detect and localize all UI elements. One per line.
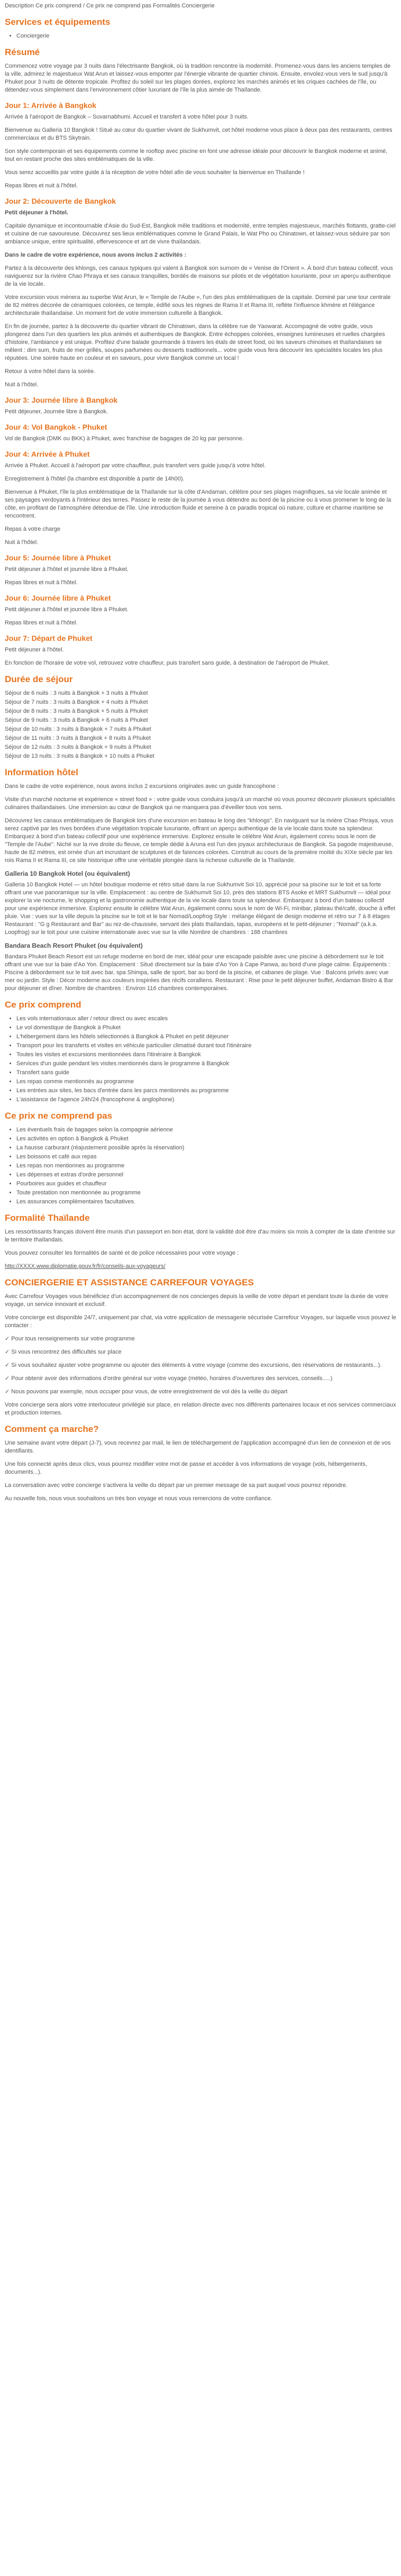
- day-paragraph: Petit déjeuner à l'hôtel.: [5, 210, 68, 216]
- day-paragraph: Repas libres et nuit à l'hôtel.: [5, 620, 78, 626]
- comment-paragraph: Une fois connecté après deux clics, vous pourrez modifier votre mot de passe et accéder à vos informations de voyage (vols, hébergements, documents...).: [5, 1461, 367, 1475]
- resume-title: Résumé: [5, 47, 40, 57]
- prix-comprend-item: • L'assistance de l'agence 24h/24 (francophone & anglophone): [16, 1096, 396, 1104]
- day-paragraph: Arrivée à Phuket. Accueil à l'aéroport par votre chauffeur, puis transfert vers guide jusqu'à votre hôtel.: [5, 462, 266, 469]
- prix-ne-comprend-list: [5, 1126, 396, 1206]
- conciergerie-paragraph: Avec Carrefour Voyages vous bénéficiez d'un accompagnement de nos concierges depuis la veille de votre départ et pendant toute la durée de votre voyage, un service innovant et exclusif.: [5, 1293, 388, 1308]
- day-paragraph: Votre excursion vous mènera au superbe Wat Arun, le « Temple de l'Aube », l'un des plus emblématiques de la capitale. Dominé par une tour centrale de 82 mètres décorée de céramiques colorées, ce temple, édifié sous les règnes de Rama II et Rama III, reflète l'influence khmère et l'élégance architecturale thaïlandaise. Un moment fort de votre immersion culturelle à Bangkok.: [5, 294, 391, 316]
- day-paragraph: Nuit à l'hôtel.: [5, 382, 39, 388]
- prix-comprend-list: [5, 1015, 396, 1104]
- hotel-name: Galleria 10 Bangkok Hotel (ou équivalent): [5, 870, 130, 877]
- day-title: Jour 4: Arrivée à Phuket: [5, 450, 90, 458]
- day-paragraph: Son style contemporain et ses équipements comme le rooftop avec piscine en font une adresse idéale pour découvrir le Bangkok moderne et animé, tout en restant proche des sites emblématiques de la ville.: [5, 148, 388, 162]
- day-paragraph: Repas à votre charge: [5, 526, 61, 532]
- hotel-name: Bandara Beach Resort Phuket (ou équivalent): [5, 942, 143, 949]
- information-paragraph: Dans le cadre de votre expérience, nous avons inclus 2 excursions originales avec un guide francophone :: [5, 783, 279, 790]
- comment-paragraph: Au nouvelle fois, nous vous souhaitons un très bon voyage et nous vous remercions de votre confiance.: [5, 1495, 272, 1502]
- conciergerie-title: CONCIERGERIE ET ASSISTANCE CARREFOUR VOYAGES: [5, 1277, 254, 1287]
- formalite-paragraph: Vous pouvez consulter les formalités de santé et de police nécessaires pour votre voyage :: [5, 1250, 239, 1256]
- day-paragraph: Capitale dynamique et incontournable d'Asie du Sud-Est, Bangkok mêle traditions et modernité, entre temples majestueux, marchés flottants, gratte-ciel et cuisine de rue savoureuse. Découvrez ses lieux emblématiques comme le Grand Palais, le Wat Pho ou Chinatown, et laissez-vous séduire par son ambiance unique, entre spiritualité, effervescence et art de vivre thaïlandais.: [5, 223, 396, 245]
- information-paragraph: Visite d'un marché nocturne et expérience « street food » : votre guide vous conduira jusqu'à un marché où vous pourrez découvrir plusieurs spécialités culinaires thaïlandaises. Une immersion au cœur de Bangkok qui ne manquera pas d'éveiller tous vos sens.: [5, 796, 395, 811]
- formalite-paragraph: Les ressortissants français doivent être munis d'un passeport en bon état, dont la validité doit être d'au moins six mois à compter de la date d'entrée sur le territoire thaïlandais.: [5, 1229, 396, 1243]
- duree-item: Séjour de 8 nuits : 3 nuits à Bangkok + 5 nuits à Phuket: [5, 708, 148, 714]
- comment-title: Comment ça marche?: [5, 1424, 99, 1434]
- conciergerie-paragraph: ✓ Pour tous renseignements sur votre programme: [5, 1336, 135, 1342]
- day-title: Jour 5: Journée libre à Phuket: [5, 554, 111, 562]
- prix-ne-comprend-item: • Les assurances complémentaires facultatives.: [16, 1198, 396, 1206]
- duree-item: Séjour de 13 nuits : 3 nuits à Bangkok + 10 nuits à Phuket: [5, 753, 154, 759]
- prix-comprend-item: • Services d'un guide pendant les visites mentionnés dans le programme à Bangkok: [16, 1060, 396, 1068]
- prix-ne-comprend-item: • Les dépenses et extras d'ordre personnel: [16, 1171, 396, 1179]
- day-paragraph: Petit déjeuner à l'hôtel et journée libre à Phuket.: [5, 566, 129, 573]
- prix-comprend-item: • L'hébergement dans les hôtels sélectionnés à Bangkok & Phuket en petit déjeuner: [16, 1033, 396, 1041]
- services-item: • Conciergerie: [16, 32, 396, 40]
- day-paragraph: Repas libres et nuit à l'hôtel.: [5, 579, 78, 586]
- day-title: Jour 6: Journée libre à Phuket: [5, 594, 111, 602]
- prix-ne-comprend-item: • La hausse carburant (réajustement possible après la réservation): [16, 1144, 396, 1152]
- formalite-title: Formalité Thaïlande: [5, 1213, 90, 1223]
- hotel-description: Galleria 10 Bangkok Hotel — un hôtel boutique moderne et rétro situé dans la rue Sukhumvit Soi 10, apprécié pour sa piscine sur le toit et sa forte offrant une vue panoramique sur la ville. Emplacement : au centre de Sukhumvit Soi 10, près des stations BTS Asoke et MRT Sukhumvit — idéal pour explorer la vie nocturne, le shopping et la gastronomie authentique de la vie locale dans toute sa splendeur. Embarquez à bord d'un bateau collectif pour une expérience immersive. Explorez ensuite le célèbre Wat Arun, également connu sous le nom de Wi-Fi, minibar, plateau thé/café, douche à effet pluie. Vue : vues sur la ville depuis la piscine sur le toit et le bar Nomad/Loopfrog Style : mélange élégant de design moderne et rétro sur 7 à 8 étages Restaurant : "G g Restaurant and Bar" au rez-de-chaussée, servant des plats thaïlandais, tapas, européens et le petit-déjeuner ; "Nomad" (a.k.a. Loopfrog) sur le toit pour une cuisine internationale avec vue sur la ville Nombre de chambres : 188 chambres: [5, 882, 396, 936]
- day-paragraph: Bienvenue au Galleria 10 Bangkok ! Situé au cœur du quartier vivant de Sukhumvit, cet hôtel moderne vous place à deux pas des restaurants, centres commerciaux et du BTS Skytrain.: [5, 127, 393, 141]
- day-paragraph: Petit déjeuner à l'hôtel et journée libre à Phuket.: [5, 606, 129, 613]
- day-paragraph: Petit déjeuner, Journée libre à Bangkok.: [5, 409, 108, 415]
- day-title: Jour 1: Arrivée à Bangkok: [5, 101, 96, 110]
- day-paragraph: Petit déjeuner à l'hôtel.: [5, 647, 64, 653]
- day-paragraph: Vol de Bangkok (DMK ou BKK) à Phuket, avec franchise de bagages de 20 kg par personne.: [5, 436, 244, 442]
- hotel-description: Bandara Phuket Beach Resort est un refuge moderne en bord de mer, idéal pour une escapade paisible avec une piscine à débordement sur le toit offrant une vue sur la baie d'Ao Yon. Emplacement : Situé directement sur la baie d'Ao Yon à Cape Panwa, au bord d'une plage calme. Équipements : Piscine à débordement sur le toit avec bar, spa Shimpa, salle de sport, bar au bord de la piscine, et cabanes de plage. Vue : Balcons privés avec vue mer ou jardin. Style : Décor moderne aux couleurs inspirées des récifs coralliens. Restaurant : Rise pour le petit déjeuner buffet, Andaman Bistro & Bar pour déjeuner et dîner. Nombre de chambres : Environ 116 chambres contemporaines.: [5, 954, 394, 992]
- prix-ne-comprend-item: • Les éventuels frais de bagages selon la compagnie aérienne: [16, 1126, 396, 1134]
- prix-ne-comprend-title: Ce prix ne comprend pas: [5, 1111, 113, 1121]
- day-title: Jour 2: Découverte de Bangkok: [5, 197, 116, 205]
- day-paragraph: En fonction de l'horaire de votre vol, retrouvez votre chauffeur, puis transfert sans guide, à destination de l'aéroport de Phuket.: [5, 660, 330, 666]
- duree-item: Séjour de 9 nuits : 3 nuits à Bangkok + 6 nuits à Phuket: [5, 717, 148, 723]
- prix-comprend-item: • Les repas comme mentionnés au programme: [16, 1078, 396, 1086]
- conciergerie-paragraph: Votre concierge est disponible 24/7, uniquement par chat, via votre application de messagerie sécurisée Carrefour Voyages, sur laquelle vous pouvez le contacter :: [5, 1314, 396, 1329]
- duree-list: [5, 690, 396, 760]
- day-paragraph: Nuit à l'hôtel.: [5, 539, 39, 546]
- day-paragraph: Enregistrement à l'hôtel (la chambre est disponible à partir de 14h00).: [5, 476, 185, 482]
- prix-ne-comprend-item: • Les activités en option à Bangkok & Phuket: [16, 1135, 396, 1143]
- comment-paragraph: La conversation avec votre concierge s'activera la veille du départ par un premier message de sa part auquel vous pourrez répondre.: [5, 1482, 348, 1489]
- resume-text: Commencez votre voyage par 3 nuits dans l'électrisante Bangkok, où la tradition rencontre la modernité. Promenez-vous dans les anciens temples de la ville, admirez le majestueux Wat Arun et laissez-vous emporter par l'énergie vibrante de quartier chinois. Ensuite, envolez-vous vers le sud jusqu'à Phuket pour 3 nuits de détente tropicale. Profitez du soleil sur les plages dorées, explorez les marchés animés et les criques cachées de l'île, ou détendez-vous simplement dans l'environnement côtier luxuriant de l'île la plus aimée de Thaïlande.: [5, 63, 391, 93]
- duree-item: Séjour de 6 nuits : 3 nuits à Bangkok + 3 nuits à Phuket: [5, 690, 148, 696]
- day-paragraph: Dans le cadre de votre expérience, nous avons inclus 2 activités :: [5, 252, 186, 258]
- duree-item: Séjour de 7 nuits : 3 nuits à Bangkok + 4 nuits à Phuket: [5, 699, 148, 705]
- conciergerie-paragraph: Votre concierge sera alors votre interlocuteur privilégié sur place, en relation directe avec nos différents partenaires locaux et nos services commerciaux et production internes.: [5, 1402, 396, 1416]
- prix-ne-comprend-item: • Pourboires aux guides et chauffeur: [16, 1180, 396, 1188]
- prix-comprend-item: • Les entrées aux sites, les bacs d'entrée dans les parcs mentionnés au programme: [16, 1087, 396, 1095]
- day-title: Jour 7: Départ de Phuket: [5, 634, 93, 642]
- prix-comprend-item: • Transfert sans guide: [16, 1069, 396, 1077]
- duree-item: Séjour de 11 nuits : 3 nuits à Bangkok + 8 nuits à Phuket: [5, 735, 151, 741]
- conciergerie-paragraph: ✓ Si vous souhaitez ajuster votre programme ou ajouter des éléments à votre voyage (comme des excursions, des réservations de restaurants...).: [5, 1362, 382, 1368]
- prix-comprend-item: • Le vol domestique de Bangkok à Phuket: [16, 1024, 396, 1032]
- services-list: [5, 32, 396, 40]
- tabs-description: Description Ce prix comprend / Ce prix ne comprend pas Formalités Conciergerie: [5, 3, 215, 9]
- information-paragraph: Découvrez les canaux emblématiques de Bangkok lors d'une excursion en bateau le long des "khlongs". En naviguant sur la rivière Chao Phraya, vous serez captivé par les rives bordées d'une végétation tropicale luxuriante, offrant un aperçu authentique de la vie locale dans toute sa splendeur. Embarquez à bord d'un bateau collectif pour une expérience immersive. Explorez ensuite le célèbre Wat Arun, également connu sous le nom de "Temple de l'Aube". Niché sur la rive droite du fleuve, ce temple dédié à Aruna est l'un des joyaux architecturaux de Bangkok. Sa pagode majestueuse, haute de 82 mètres, est ornée d'un art incrustant de sculptures et de faïences colorées. Construit au cours de la première moitié du XIXe siècle par les rois Rama II et Rama III, ce site historique offre une véritable plongée dans la richesse culturelle de la Thaïlande.: [5, 818, 394, 864]
- day-paragraph: Repas libres et nuit à l'hôtel.: [5, 183, 78, 189]
- conseils-voyageurs-link[interactable]: http://XXXX.www.diplomatie.gouv.fr/fr/conseils-aux-voyageurs/: [5, 1263, 166, 1269]
- comment-paragraph: Une semaine avant votre départ (J-7), vous recevrez par mail, le lien de téléchargement de l'application accompagné d'un lien de connexion et de vos identifiants.: [5, 1440, 391, 1454]
- prix-ne-comprend-item: • Toute prestation non mentionnée au programme: [16, 1189, 396, 1197]
- duree-title: Durée de séjour: [5, 674, 73, 684]
- duree-item: Séjour de 10 nuits : 3 nuits à Bangkok + 7 nuits à Phuket: [5, 726, 151, 732]
- prix-comprend-title: Ce prix comprend: [5, 1000, 81, 1010]
- information-title: Information hôtel: [5, 767, 78, 777]
- day-paragraph: Bienvenue à Phuket, l'île la plus emblématique de la Thaïlande sur la côte d'Andaman, célèbre pour ses plages magnifiques, sa vie locale animée et ses paysages verdoyants à l'intérieur des terres. Passez le reste de la journée à vous détendre au bord de la piscine ou à vous promener le long de la côte, en profitant de l'atmosphère détendue de l'île. Une introduction fluide et sereine à ce paradis tropical où nature, culture et charme maritime se rencontrent.: [5, 489, 391, 519]
- duree-item: Séjour de 12 nuits : 3 nuits à Bangkok + 9 nuits à Phuket: [5, 744, 151, 750]
- day-paragraph: Retour à votre hôtel dans la soirée.: [5, 368, 96, 375]
- day-paragraph: Vous serez accueillis par votre guide à la réception de votre hôtel afin de vous souhaiter la bienvenue en Thaïlande !: [5, 169, 305, 176]
- day-title: Jour 4: Vol Bangkok - Phuket: [5, 423, 107, 431]
- day-title: Jour 3: Journée libre à Bangkok: [5, 396, 118, 404]
- services-title: Services et équipements: [5, 17, 111, 27]
- prix-comprend-item: • Les vols internationaux aller / retour direct ou avec escales: [16, 1015, 396, 1023]
- conciergerie-paragraph: ✓ Pour obtenir avoir des informations d'ordre général sur votre voyage (météo, horaires d'ouvertures des services, conseils.....): [5, 1375, 333, 1382]
- day-paragraph: Partez à la découverte des khlongs, ces canaux typiques qui valent à Bangkok son surnom de « Venise de l'Orient ». À bord d'un bateau collectif, vous naviguerez sur la rivière Chao Phraya et ses canaux tranquilles, bordés de maisons sur pilotis et de végétation luxuriante, pour un aperçu authentique de la vie locale.: [5, 265, 393, 287]
- prix-comprend-item: • Transport pour les transferts et visites en véhicule particulier climatisé durant tout l'itinéraire: [16, 1042, 396, 1050]
- day-paragraph: Arrivée à l'aéroport de Bangkok – Suvarnabhumi. Accueil et transfert à votre hôtel pour 3 nuits.: [5, 114, 249, 120]
- prix-comprend-item: • Toutes les visites et excursions mentionnées dans l'itinéraire à Bangkok: [16, 1051, 396, 1059]
- prix-ne-comprend-item: • Les repas non mentionnes au programme: [16, 1162, 396, 1170]
- conciergerie-paragraph: ✓ Si vous rencontrez des difficultés sur place: [5, 1349, 122, 1355]
- conciergerie-paragraph: ✓ Nous pouvons par exemple, nous occuper pour vous, de votre enregistrement de vol dès la veille du départ: [5, 1389, 288, 1395]
- day-paragraph: En fin de journée, partez à la découverte du quartier vibrant de Chinatown, dans la célèbre rue de Yaowarat. Accompagné de votre guide, vous plongerez dans l'un des quartiers les plus animés et authentiques de Bangkok. Entre échoppes colorées, enseignes lumineuses et ruelles chargées d'histoire, l'ambiance y est unique. Profitez d'une balade gourmande à travers les étals de street food, où les saveurs chinoises et thaïlandaises se mêlent : dim sum, fruits de mer grillés, soupes parfumées ou desserts traditionnels... votre guide vous fera découvrir les spécialités locales les plus réputées. Une soirée haute en couleur et en saveurs, pour vivre Bangkok comme un local !: [5, 323, 385, 361]
- prix-ne-comprend-item: • Les boissons et café aux repas: [16, 1153, 396, 1161]
